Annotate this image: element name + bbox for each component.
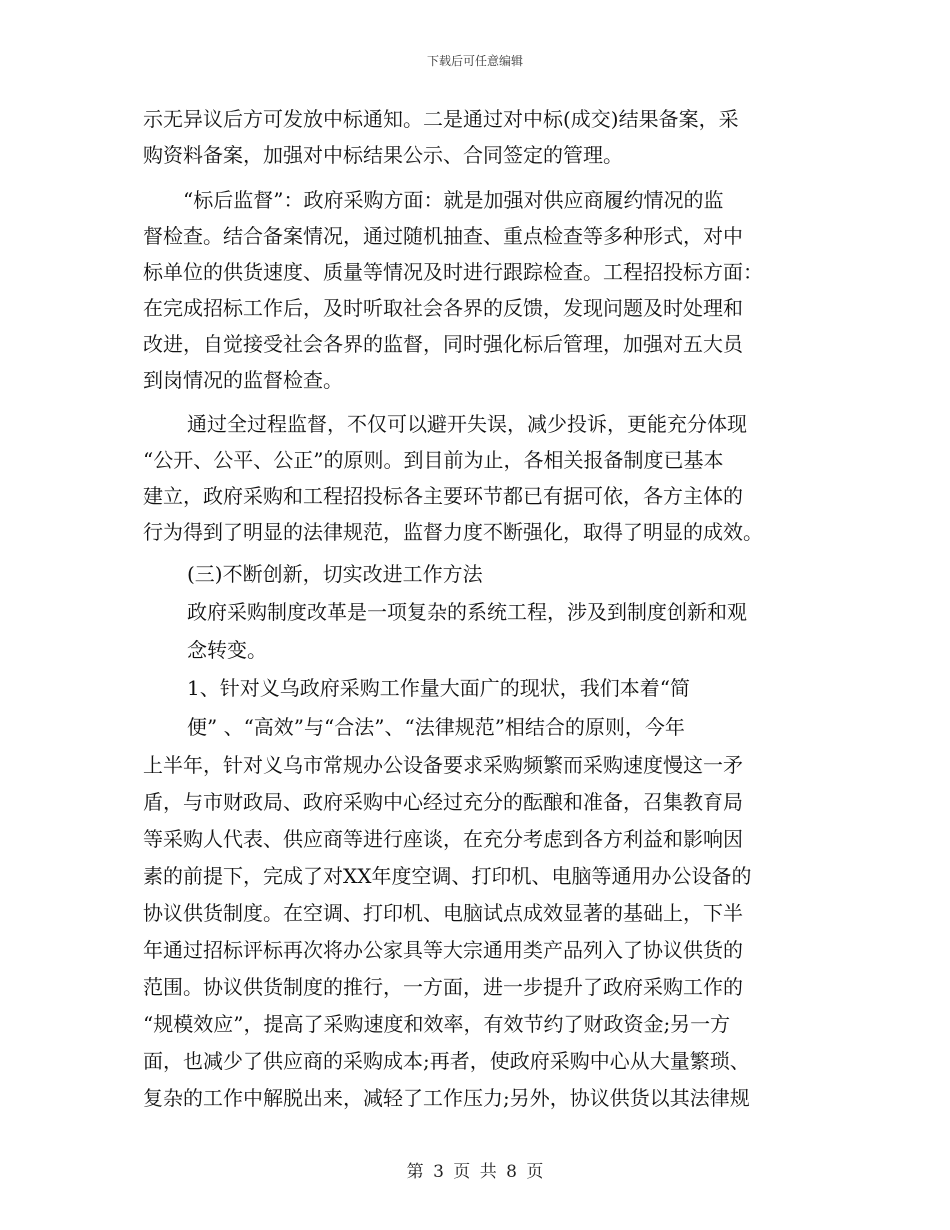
section-heading: (三)不断创新，切实改进工作方法 [187,562,483,586]
text-line: 改进，自觉接受社会各界的监督，同时强化标后管理，加强对五大员 [143,332,743,356]
text-line: 标单位的供货速度、质量等情况及时进行跟踪检查。工程招投标方面： [143,260,763,284]
text-line: 建立，政府采购和工程招投标各主要环节都已有据可依，各方主体的 [143,484,743,508]
text-line: 念转变。 [187,638,267,662]
text-line: 等采购人代表、供应商等进行座谈，在充分考虑到各方利益和影响因 [143,827,743,851]
text-line: 到岗情况的监督检查。 [143,368,343,392]
text-line: “公开、公平、公正”的原则。到目前为止，各相关报备制度已基本 [143,448,724,472]
text-line: 通过全过程监督，不仅可以避开失误，减少投诉，更能充分体现 [187,412,747,436]
text-line: 1、针对义乌政府采购工作量大面广的现状，我们本着“简 [187,676,690,700]
page-header: 下载后可任意编辑 [426,54,523,68]
text-line: 政府采购制度改革是一项复杂的系统工程，涉及到制度创新和观 [187,600,747,624]
text-line: 示无异议后方可发放中标通知。二是通过对中标(成交)结果备案，采 [143,107,739,131]
text-line: 素的前提下，完成了对XX年度空调、打印机、电脑等通用办公设备的 [143,864,752,888]
text-line: “标后监督”：政府采购方面：就是加强对供应商履约情况的监 [183,188,724,212]
text-line: 便” 、“高效”与“合法”、“法律规范”相结合的原则，今年 [187,715,685,739]
text-line: 督检查。结合备案情况，通过随机抽查、重点检查等多种形式，对中 [143,224,743,248]
text-line: 协议供货制度。在空调、打印机、电脑试点成效显著的基础上，下半 [143,901,743,925]
page-number: 第 3 页 共 8 页 [406,1162,544,1182]
text-line: 行为得到了明显的法律规范，监督力度不断强化，取得了明显的成效。 [143,520,763,544]
text-line: 购资料备案，加强对中标结果公示、合同签定的管理。 [143,143,623,167]
text-line: 在完成招标工作后，及时听取社会各界的反馈，发现问题及时处理和 [143,296,743,320]
text-line: 范围。协议供货制度的推行，一方面，进一步提升了政府采购工作的 [143,975,743,999]
text-line: “规模效应”，提高了采购速度和效率，有效节约了财政资金;另一方 [143,1012,731,1036]
text-line: 复杂的工作中解脱出来，减轻了工作压力;另外，协议供货以其法律规 [143,1086,750,1110]
text-line: 上半年，针对义乌市常规办公设备要求采购频繁而采购速度慢这一矛 [143,753,743,777]
text-line: 面，也减少了供应商的采购成本;再者，使政府采购中心从大量繁琐、 [143,1049,750,1073]
text-line: 年通过招标评标再次将办公家具等大宗通用类产品列入了协议供货的 [143,938,743,962]
text-line: 盾，与市财政局、政府采购中心经过充分的酝酿和准备，召集教育局 [143,790,743,814]
